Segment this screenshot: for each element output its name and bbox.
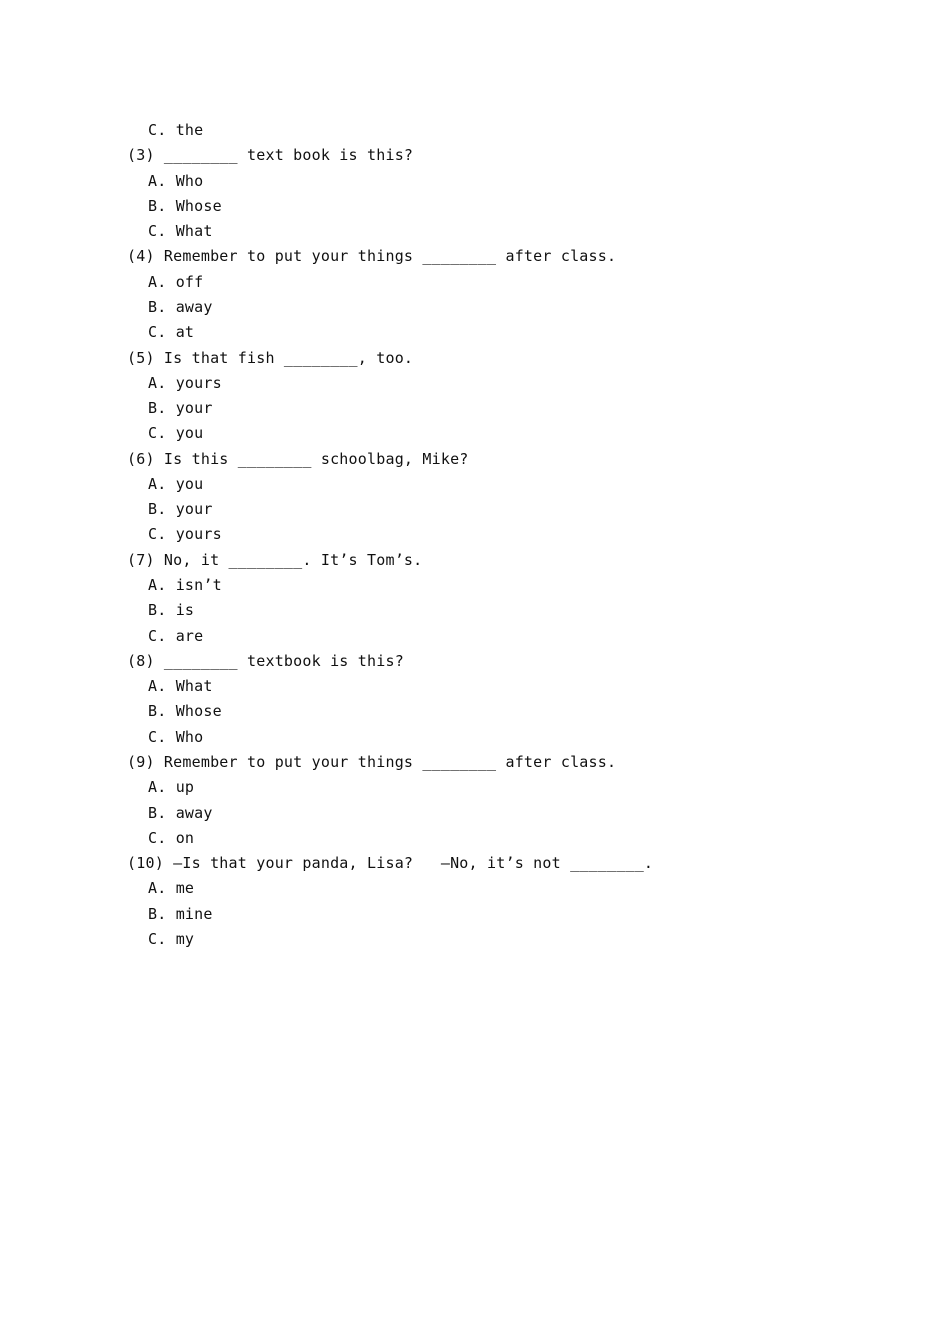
answer-option: B. your [148, 399, 213, 417]
answer-option: B. your [148, 500, 213, 518]
answer-option: C. on [148, 829, 195, 847]
answer-option: C. the [148, 121, 204, 139]
question-stem: (3) ________ text book is this? [127, 146, 414, 164]
question-stem: (4) Remember to put your things ________ after class. [127, 247, 617, 265]
answer-option: C. Who [148, 728, 204, 746]
question-stem: (9) Remember to put your things ________ after class. [127, 753, 617, 771]
answer-option: B. away [148, 804, 213, 822]
answer-option: B. away [148, 298, 213, 316]
answer-option: A. you [148, 475, 204, 493]
answer-option: A. isn’t [148, 576, 222, 594]
answer-option: A. up [148, 778, 195, 796]
answer-option: B. Whose [148, 702, 222, 720]
answer-option: C. you [148, 424, 204, 442]
question-stem: (8) ________ textbook is this? [127, 652, 404, 670]
answer-option: A. What [148, 677, 213, 695]
answer-option: C. are [148, 627, 204, 645]
answer-option: C. What [148, 222, 213, 240]
question-stem: (10) —Is that your panda, Lisa? —No, it’s not ________. [127, 854, 654, 872]
answer-option: B. Whose [148, 197, 222, 215]
answer-option: A. Who [148, 172, 204, 190]
question-stem: (7) No, it ________. It’s Tom’s. [127, 551, 423, 569]
question-stem: (5) Is that fish ________, too. [127, 349, 414, 367]
question-stem: (6) Is this ________ schoolbag, Mike? [127, 450, 469, 468]
answer-option: B. is [148, 601, 195, 619]
answer-option: B. mine [148, 905, 213, 923]
answer-option: C. yours [148, 525, 222, 543]
answer-option: A. yours [148, 374, 222, 392]
answer-option: A. off [148, 273, 204, 291]
answer-option: C. at [148, 323, 195, 341]
answer-option: A. me [148, 879, 195, 897]
answer-option: C. my [148, 930, 195, 948]
